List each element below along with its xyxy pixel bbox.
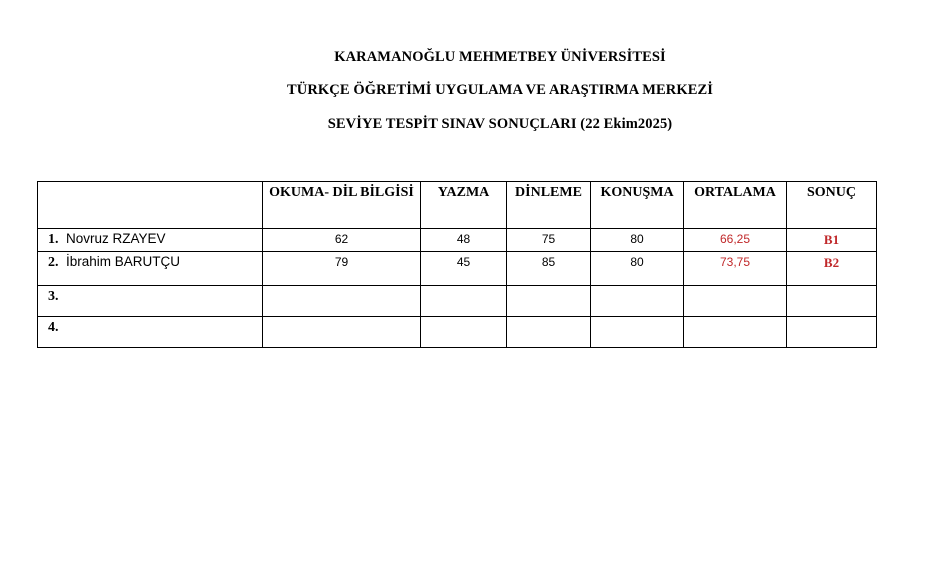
column-header-sonuc: SONUÇ xyxy=(787,182,877,229)
university-title: KARAMANOĞLU MEHMETBEY ÜNİVERSİTESİ xyxy=(334,49,666,65)
sonuc-level: B2 xyxy=(787,252,877,286)
ortalama-score xyxy=(684,317,787,348)
row-number: 1. xyxy=(48,232,59,247)
dinleme-score xyxy=(507,286,591,317)
sonuc-level xyxy=(787,286,877,317)
yazma-score xyxy=(421,286,507,317)
column-header-dinleme: DİNLEME xyxy=(507,182,591,229)
yazma-score: 48 xyxy=(421,229,507,252)
ortalama-score: 73,75 xyxy=(684,252,787,286)
row-number: 3. xyxy=(48,289,59,304)
student-name-cell xyxy=(38,286,263,317)
row-number: 2. xyxy=(48,255,59,270)
table-row xyxy=(38,229,877,252)
konusma-score: 80 xyxy=(591,252,684,286)
yazma-score: 45 xyxy=(421,252,507,286)
student-name-cell xyxy=(38,317,263,348)
okuma-score xyxy=(263,317,421,348)
student-name: İbrahim BARUTÇU xyxy=(66,254,181,269)
column-header-ortalama: ORTALAMA xyxy=(684,182,787,229)
konusma-score: 80 xyxy=(591,229,684,252)
dinleme-score xyxy=(507,317,591,348)
table-row xyxy=(38,252,877,286)
sonuc-level: B1 xyxy=(787,229,877,252)
student-name-cell xyxy=(38,252,263,286)
ortalama-score xyxy=(684,286,787,317)
dinleme-score: 75 xyxy=(507,229,591,252)
dinleme-score: 85 xyxy=(507,252,591,286)
exam-title: SEVİYE TESPİT SINAV SONUÇLARI (22 Ekim2025) xyxy=(327,116,673,132)
ortalama-score: 66,25 xyxy=(684,229,787,252)
okuma-score xyxy=(263,286,421,317)
column-header-konusma: KONUŞMA xyxy=(591,182,684,229)
student-name-cell xyxy=(38,229,263,252)
okuma-score: 79 xyxy=(263,252,421,286)
table-row xyxy=(38,286,877,317)
table-row xyxy=(38,317,877,348)
column-header-okuma: OKUMA- DİL BİLGİSİ xyxy=(263,182,421,229)
results-table xyxy=(37,181,877,348)
student-name: Novruz RZAYEV xyxy=(66,231,166,246)
konusma-score xyxy=(591,286,684,317)
column-header-name xyxy=(38,182,263,229)
row-number: 4. xyxy=(48,320,59,335)
column-header-yazma: YAZMA xyxy=(421,182,507,229)
center-title: TÜRKÇE ÖĞRETİMİ UYGULAMA VE ARAŞTIRMA MERKEZİ xyxy=(287,82,713,98)
sonuc-level xyxy=(787,317,877,348)
table-header-row xyxy=(38,182,877,229)
konusma-score xyxy=(591,317,684,348)
okuma-score: 62 xyxy=(263,229,421,252)
yazma-score xyxy=(421,317,507,348)
